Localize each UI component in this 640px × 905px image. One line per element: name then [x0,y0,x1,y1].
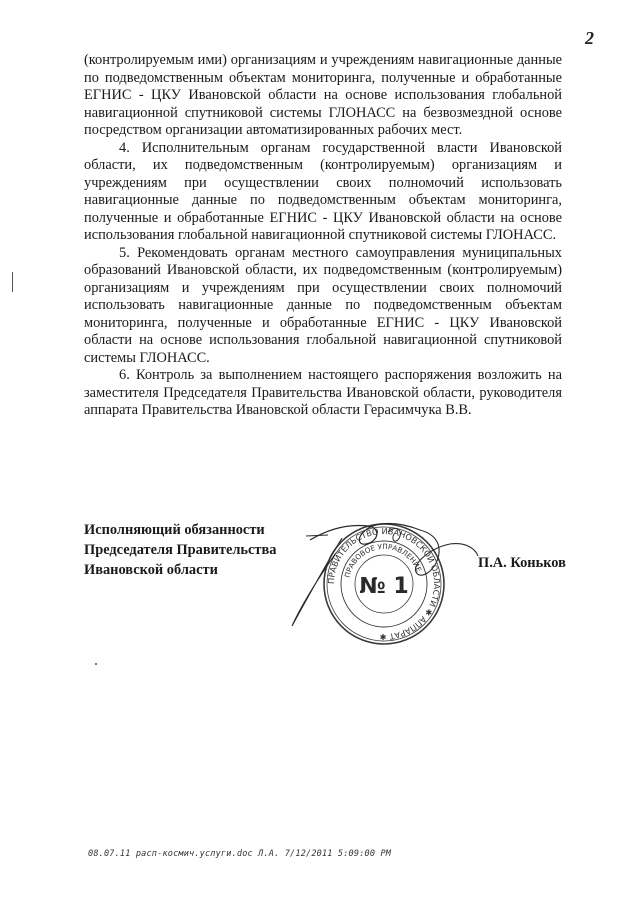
stamp-inner-text: ПРАВОВОЕ УПРАВЛЕНИЕ [342,541,424,579]
handwritten-signature [270,498,490,638]
paragraph: (контролируемым ими) организациям и учреждениям навигационные данные по подведомственным объектам мониторинга, полученные и обработанные ЕГНИС - ЦКУ Ивановской области на основе использования глобальной навигационной спутниковой системы ГЛОНАСС на безвозмездной основе посредством организации автоматизированных рабочих мест. [84,52,562,138]
position-line: Исполняющий обязанности [84,522,265,538]
margin-mark [12,272,13,292]
position-line: Председателя Правительства [84,542,277,558]
file-footer: 08.07.11 расп-космич.услуги.doc Л.А. 7/12/2011 5:09:00 PM [88,849,392,859]
position-line: Ивановской области [84,562,218,578]
scan-speck [95,663,97,665]
signatory-position [84,520,276,580]
stamp-number: № 1 [359,574,409,599]
signatory-name: П.А. Коньков [478,555,566,571]
paragraph: 6. Контроль за выполнением настоящего распоряжения возложить на заместителя Председателя Правительства Ивановской области, руководителя аппарата Правительства Ивановской области Герасимчука В.В. [84,367,562,418]
paragraph: 4. Исполнительным органам государственной власти Ивановской области, их подведомственным (контролируемым) организациям и учреждениям при осуществлении своих полномочий использовать навигационные данные по подведомственным объектам мониторинга, полученные и обработанные ЕГНИС - ЦКУ Ивановской области на основе использования глобальной навигационной спутниковой системы ГЛОНАСС. [84,139,562,243]
page-number: 2 [585,28,594,48]
document-body [84,52,562,420]
paragraph: 5. Рекомендовать органам местного самоуправления муниципальных образований Ивановской области, их подведомственным (контролируемым) организациям и учреждениям при осуществлении своих полномочий использовать навигационные данные по подведомственным объектам мониторинга, полученные и обработанные ЕГНИС - ЦКУ Ивановской области на основе использования глобальной навигационной спутниковой системы ГЛОНАСС. [84,244,562,366]
stamp-ring-text: ПРАВИТЕЛЬСТВО ИВАНОВСКОЙ ОБЛАСТИ ✱ АППАРАТ ✱ [325,525,443,643]
